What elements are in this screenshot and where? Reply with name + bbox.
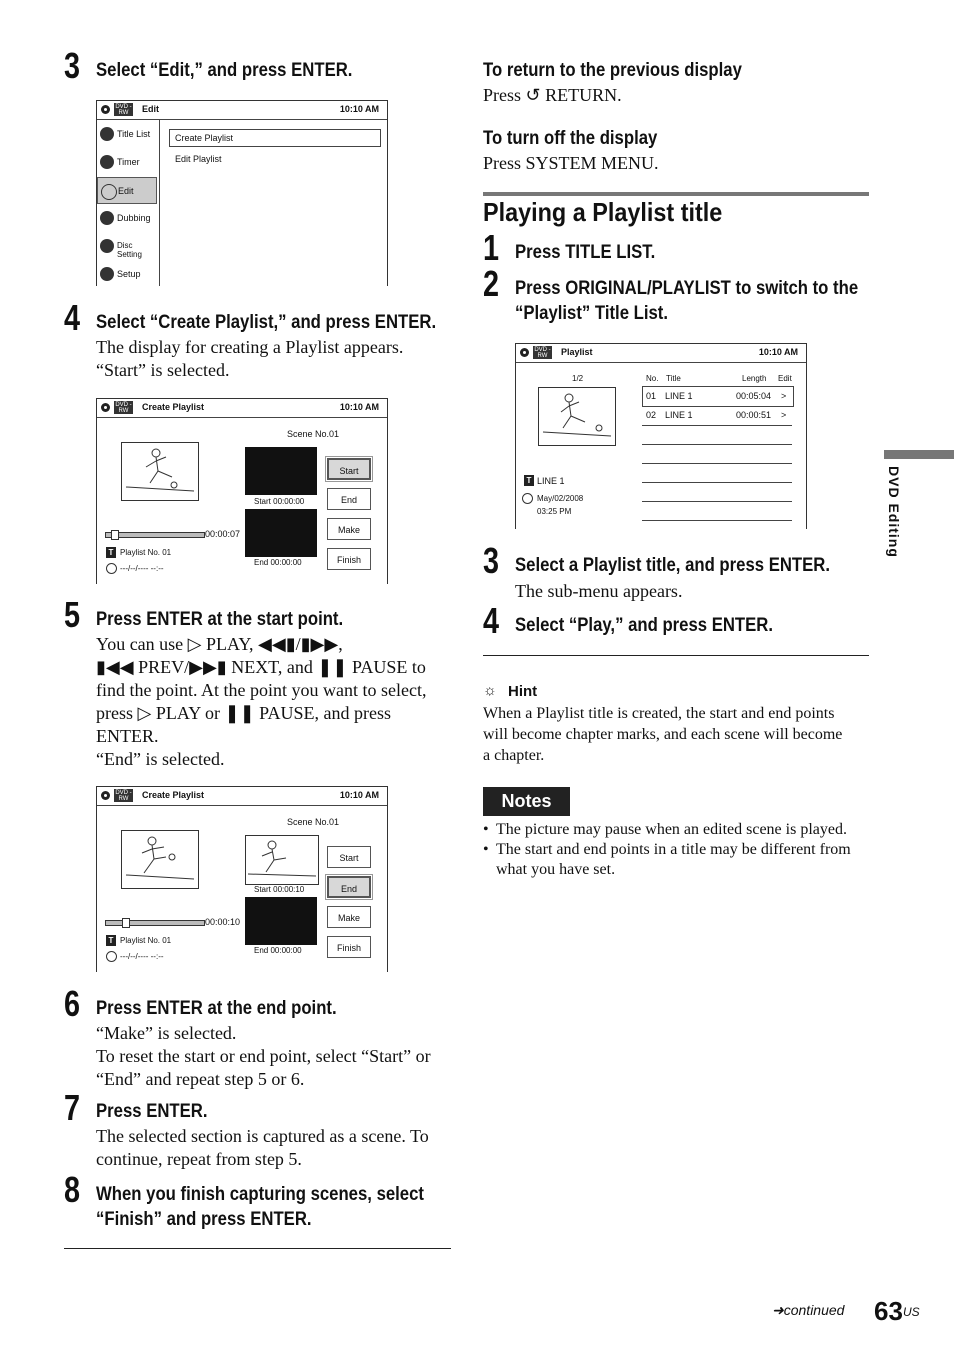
screen-clock: 10:10 AM xyxy=(339,402,379,412)
clock-icon xyxy=(106,563,117,574)
disc-icon xyxy=(101,105,110,114)
scene-number: Scene No.01 xyxy=(287,429,340,439)
playlist-number: Playlist No. 01 xyxy=(120,548,172,557)
return-text: Press ↺ RETURN. xyxy=(483,85,622,105)
video-thumbnail xyxy=(121,442,199,501)
side-tab-label: DVD Editing xyxy=(886,466,902,558)
timecode: 00:00:07 xyxy=(205,529,241,539)
hint-icon: ☼ xyxy=(483,682,497,699)
date-display: ---/--/---- --:-- xyxy=(120,952,164,961)
page-number: 63 xyxy=(874,1296,903,1326)
playlist-screen xyxy=(515,343,807,529)
step-heading: Select “Create Playlist,” and press ENTER. xyxy=(96,312,437,333)
step-text: The display for creating a Playlist appears. “Start” is selected. xyxy=(96,337,404,380)
disc-icon xyxy=(101,791,110,800)
title-icon: T xyxy=(106,935,116,946)
table-row[interactable]: 01 LINE 1 00:05:04 > xyxy=(642,386,794,407)
hint-text: When a Playlist title is created, the start and end points will become chapter marks, and each scene will become a chapter. xyxy=(483,705,843,764)
step-heading: Select “Play,” and press ENTER. xyxy=(515,615,774,636)
screen-clock: 10:10 AM xyxy=(339,104,379,114)
timeline-handle[interactable] xyxy=(111,530,119,540)
step-heading: Press ENTER at the end point. xyxy=(96,998,337,1019)
col-edit: Edit xyxy=(778,374,792,383)
divider xyxy=(483,655,869,656)
section-rule xyxy=(483,192,869,196)
step-text: “Make” is selected. To reset the start or end point, select “Start” or “End” and repeat step 5 or 6. xyxy=(96,1023,431,1089)
start-time: Start 00:00:10 xyxy=(254,885,305,894)
list-item: • The start and end points in a title may be different from what you have set. xyxy=(483,841,851,878)
disc-setting-icon xyxy=(100,239,114,253)
start-time: Start 00:00:00 xyxy=(254,497,305,506)
list-item: • The picture may pause when an edited scene is played. xyxy=(483,821,847,838)
date-display: ---/--/---- --:-- xyxy=(120,564,164,573)
screen-title-bar xyxy=(97,101,387,120)
continued-marker: ➜continued xyxy=(772,1302,845,1318)
dvd-rw-badge: DVD -RW xyxy=(534,347,551,359)
dubbing-icon xyxy=(100,211,114,225)
step-text: You can use ▷ PLAY, ◀◀▮/▮▶▶, ▮◀◀ PREV/▶▶▮ NEXT, and ❚❚ PAUSE to find the point. At the point you want to select, press ▷ PLAY or ❚❚ PAUSE, and press ENTER. “End” is selected. xyxy=(96,634,427,769)
menu-timer[interactable]: Timer xyxy=(97,149,157,176)
divider xyxy=(64,1248,451,1249)
start-button[interactable]: Start xyxy=(327,458,371,480)
step-text: The sub-menu appears. xyxy=(515,581,683,601)
scene-number: Scene No.01 xyxy=(287,817,340,827)
screen-title: Create Playlist xyxy=(142,402,205,412)
page-suffix: US xyxy=(903,1305,920,1319)
setup-icon xyxy=(100,267,114,281)
timeline-bar[interactable] xyxy=(105,920,205,926)
screen-title: Edit xyxy=(142,104,159,114)
step-heading: Select “Edit,” and press ENTER. xyxy=(96,60,353,81)
subheading-turn-off: To turn off the display xyxy=(483,128,658,149)
clock-icon xyxy=(106,951,117,962)
dvd-rw-badge: DVD -RW xyxy=(115,104,132,116)
end-button[interactable]: End xyxy=(327,876,371,898)
edit-icon xyxy=(101,184,117,200)
info-time: 03:25 PM xyxy=(537,507,572,516)
arrow-right-icon: ➜ xyxy=(772,1302,784,1318)
step-text: The selected section is captured as a scene. To continue, repeat from step 5. xyxy=(96,1126,429,1169)
menu-title-list[interactable]: Title List xyxy=(97,121,157,148)
side-tab-bar xyxy=(884,450,954,459)
edit-screen xyxy=(96,100,388,286)
step-number: 1 xyxy=(483,227,500,268)
step-heading: Press ORIGINAL/PLAYLIST to switch to the “Playlist” Title List. xyxy=(515,278,859,324)
step-heading: Select a Playlist title, and press ENTER. xyxy=(515,555,831,576)
finish-button[interactable]: Finish xyxy=(327,548,371,570)
step-number: 5 xyxy=(64,594,81,635)
step-number: 4 xyxy=(64,297,81,338)
col-length: Length xyxy=(742,374,767,383)
end-preview xyxy=(245,897,317,945)
dvd-rw-badge: DVD -RW xyxy=(115,790,132,802)
soccer-player-image xyxy=(539,388,615,445)
page-indicator: 1/2 xyxy=(572,374,584,383)
option-edit-playlist[interactable]: Edit Playlist xyxy=(175,154,222,164)
soccer-player-image xyxy=(246,836,318,884)
create-playlist-screen-2 xyxy=(96,786,388,972)
menu-setup[interactable]: Setup xyxy=(97,261,157,288)
title-list-icon xyxy=(100,127,114,141)
info-title: LINE 1 xyxy=(537,476,565,486)
turn-off-text: Press SYSTEM MENU. xyxy=(483,153,659,173)
finish-button[interactable]: Finish xyxy=(327,936,371,958)
screen-title: Create Playlist xyxy=(142,790,205,800)
step-number: 4 xyxy=(483,600,500,641)
make-button[interactable]: Make xyxy=(327,518,371,540)
menu-dubbing[interactable]: Dubbing xyxy=(97,205,157,232)
subheading-return: To return to the previous display xyxy=(483,60,742,81)
disc-icon xyxy=(520,348,529,357)
soccer-player-image xyxy=(122,443,198,500)
start-button[interactable]: Start xyxy=(327,846,371,868)
info-date: May/02/2008 xyxy=(537,494,584,503)
notes-badge: Notes xyxy=(483,787,570,816)
end-time: End 00:00:00 xyxy=(254,946,302,955)
timeline-handle[interactable] xyxy=(122,918,130,928)
end-button[interactable]: End xyxy=(327,488,371,510)
playlist-number: Playlist No. 01 xyxy=(120,936,172,945)
start-preview xyxy=(245,835,319,885)
video-thumbnail xyxy=(121,830,199,889)
create-playlist-screen-1 xyxy=(96,398,388,584)
end-time: End 00:00:00 xyxy=(254,558,302,567)
step-heading: Press ENTER at the start point. xyxy=(96,609,344,630)
section-title: Playing a Playlist title xyxy=(483,197,723,227)
notes-list xyxy=(483,820,851,880)
col-title: Title xyxy=(666,374,681,383)
title-icon: T xyxy=(524,475,534,486)
video-thumbnail xyxy=(538,387,616,446)
step-number: 7 xyxy=(64,1087,81,1128)
step-number: 3 xyxy=(64,45,81,86)
screen-title: Playlist xyxy=(561,347,593,357)
table-row[interactable]: 02 LINE 1 00:00:51 > xyxy=(642,406,792,426)
step-number: 3 xyxy=(483,540,500,581)
option-create-playlist[interactable]: Create Playlist xyxy=(169,129,381,147)
step-heading: Press TITLE LIST. xyxy=(515,242,656,263)
end-preview xyxy=(245,509,317,557)
dvd-rw-badge: DVD -RW xyxy=(115,402,132,414)
timeline-bar[interactable] xyxy=(105,532,205,538)
col-no: No. xyxy=(646,374,659,383)
step-heading: Press ENTER. xyxy=(96,1101,208,1122)
step-number: 6 xyxy=(64,983,81,1024)
menu-edit[interactable]: Edit xyxy=(97,177,157,204)
soccer-player-image xyxy=(122,831,198,888)
timecode: 00:00:10 xyxy=(205,917,241,927)
timer-icon xyxy=(100,155,114,169)
step-number: 2 xyxy=(483,263,500,304)
screen-clock: 10:10 AM xyxy=(339,790,379,800)
screen-clock: 10:10 AM xyxy=(758,347,798,357)
title-icon: T xyxy=(106,547,116,558)
menu-disc-setting[interactable]: Disc Setting xyxy=(97,233,157,260)
disc-icon xyxy=(101,403,110,412)
step-heading: When you finish capturing scenes, select “Finish” and press ENTER. xyxy=(96,1184,424,1230)
start-preview xyxy=(245,447,317,495)
make-button[interactable]: Make xyxy=(327,906,371,928)
step-number: 8 xyxy=(64,1169,81,1210)
clock-icon xyxy=(522,493,533,504)
hint-heading: Hint xyxy=(508,683,538,700)
